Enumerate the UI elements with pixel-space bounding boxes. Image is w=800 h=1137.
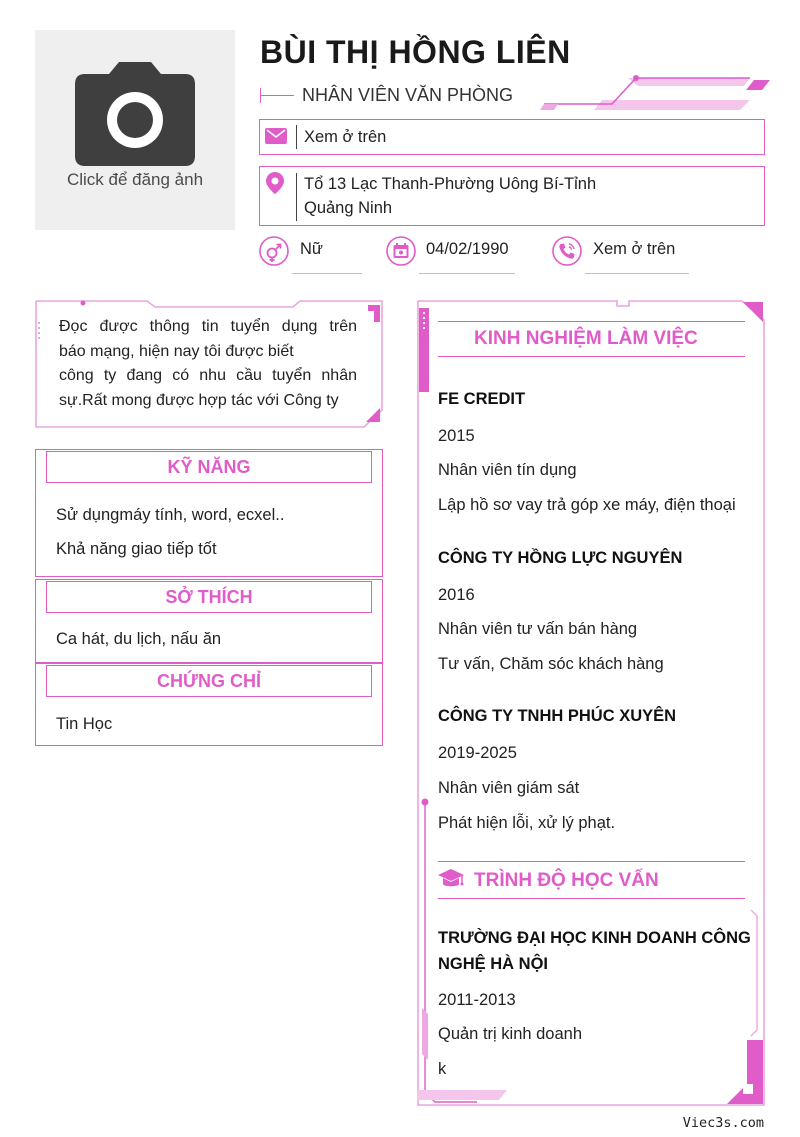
header-decoration [540,72,772,114]
experience-description: Phát hiện lỗi, xử lý phạt. [438,814,616,832]
summary-line: sự.Rất mong được hợp tác với Công ty [59,391,339,409]
certificates-title: CHỨNG CHỈ [46,665,372,697]
experience-title: KINH NGHIỆM LÀM VIỆC [474,328,698,349]
career-summary [35,300,383,428]
skill-item: Sử dụngmáy tính, word, ecxel.. [56,506,285,524]
birthdate-value: 04/02/1990 [426,240,509,258]
summary-line: báo mạng, hiện nay tôi được biết [59,342,294,360]
gender-icon [259,236,289,271]
experience-period: 2015 [438,427,475,445]
experience-line-bottom [438,356,745,357]
certificates-section [35,663,383,746]
address-box [259,166,765,226]
phone-value[interactable]: Xem ở trên [593,240,676,258]
hobby-item: Ca hát, du lịch, nấu ăn [56,630,222,648]
address-line-1: Tổ 13 Lạc Thanh-Phường Uông Bí-Tỉnh [304,175,597,193]
education-period: 2011-2013 [438,991,516,1009]
experience-role: Nhân viên tín dụng [438,461,577,479]
education-line-top [438,861,745,862]
summary-text [59,315,357,413]
photo-upload-label: Click để đăng ảnh [66,170,204,189]
hobbies-section [35,579,383,663]
education-note: k [438,1060,447,1078]
summary-line: công ty đang có nhu cầu tuyển nhân [59,367,357,384]
skills-section [35,449,383,577]
education-line-bottom [438,898,745,899]
birthdate-underline [419,273,515,274]
experience-role: Nhân viên giám sát [438,779,580,797]
skill-item: Khả năng giao tiếp tốt [56,540,217,558]
experience-company: CÔNG TY TNHH PHÚC XUYÊN [438,707,677,725]
email-separator [296,125,297,149]
education-school-line-1: TRƯỜNG ĐẠI HỌC KINH DOANH CÔNG [438,929,751,947]
skills-title: KỸ NĂNG [46,451,372,483]
address-separator [296,173,297,221]
experience-line-top [438,321,745,322]
experience-description: Lập hồ sơ vay trả góp xe máy, điện thoại [438,496,736,514]
education-title: TRÌNH ĐỘ HỌC VẤN [474,870,659,891]
gender-underline [292,273,362,274]
summary-line: Đọc được thông tin tuyển dụng trên [59,318,357,335]
position-line [260,95,294,96]
address-line-2: Quảng Ninh [304,199,393,217]
email-value[interactable]: Xem ở trên [304,128,387,146]
right-panel-frame [417,300,765,1106]
gender-value: Nữ [300,240,323,258]
education-school-line-2: NGHỆ HÀ NỘI [438,955,549,973]
experience-description: Tư vấn, Chăm sóc khách hàng [438,655,664,673]
envelope-icon [265,127,287,150]
address-value[interactable] [304,172,596,220]
email-box [259,119,765,155]
experience-company: FE CREDIT [438,390,526,408]
experience-company: CÔNG TY HỒNG LỰC NGUYÊN [438,549,683,567]
location-pin-icon [266,172,284,201]
candidate-name: BÙI THỊ HỒNG LIÊN [260,34,571,70]
phone-icon [552,236,582,271]
certificate-item: Tin Học [56,715,113,733]
experience-period: 2019-2025 [438,744,517,762]
education-major: Quản trị kinh doanh [438,1025,583,1043]
camera-icon [75,60,195,166]
experience-role: Nhân viên tư vấn bán hàng [438,620,638,638]
experience-period: 2016 [438,586,475,604]
calendar-icon [386,236,416,271]
hobbies-title: SỞ THÍCH [46,581,372,613]
graduation-cap-icon [438,868,464,895]
phone-underline [585,273,689,274]
footer-brand[interactable]: Viec3s.com [682,1115,764,1131]
photo-upload[interactable] [35,30,235,230]
job-position: NHÂN VIÊN VĂN PHÒNG [302,85,514,105]
